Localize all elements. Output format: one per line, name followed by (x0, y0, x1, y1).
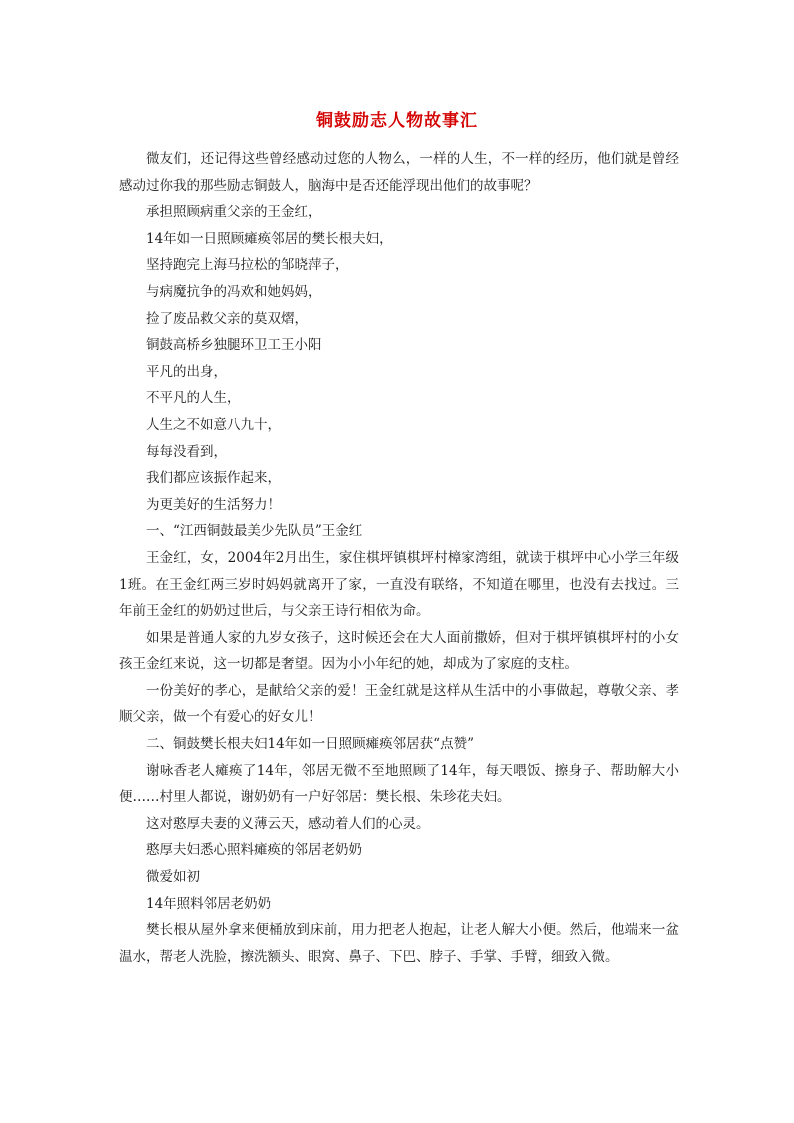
paragraph: 我们都应该振作起来， (146, 470, 281, 487)
paragraph: 谢咏香老人瘫痪了14年，邻居无微不至地照顾了14年，每天喂饭、擦身子、帮助解大小便……村里人都说，谢奶奶有一户好邻居：樊长根、朱珍花夫妇。 (119, 762, 679, 806)
paragraph: 承担照顾病重父亲的王金红， (146, 204, 322, 221)
paragraph: 平凡的出身， (146, 363, 227, 380)
paragraph: 人生之不如意八九十， (146, 416, 281, 433)
paragraph: 捡了废品救父亲的莫双熠， (146, 310, 308, 327)
paragraph: 王金红，女，2004年2月出生，家住棋坪镇棋坪村樟家湾组，就读于棋坪中心小学三年级1班。在王金红两三岁时妈妈就离开了家，一直没有联络，不知道在哪里，也没有去找过。三年前王金红的奶奶过世后，与父亲王诗行相依为命。 (119, 549, 679, 620)
paragraph: 铜鼓高桥乡独腿环卫工王小阳 (146, 337, 322, 354)
document-title: 铜鼓励志人物故事汇 (316, 111, 478, 131)
paragraph: 微爱如初 (146, 869, 200, 886)
paragraph: 14年照料邻居老奶奶 (146, 895, 272, 912)
paragraph: 樊长根从屋外拿来便桶放到床前，用力把老人抱起，让老人解大小便。然后，他端来一盆温水，帮老人洗脸，擦洗额头、眼窝、鼻子、下巴、脖子、手掌、手臂，细致入微。 (119, 922, 679, 965)
paragraph: 微友们，还记得这些曾经感动过您的人物么，一样的人生，不一样的经历，他们就是曾经感动过你我的那些励志铜鼓人，脑海中是否还能浮现出他们的故事呢？ (119, 151, 679, 194)
paragraph: 坚持跑完上海马拉松的邹晓萍子， (146, 257, 349, 274)
section-heading: 二、铜鼓樊长根夫妇14年如一日照顾瘫痪邻居获“点赞” (146, 736, 474, 753)
paragraph: 这对憨厚夫妻的义薄云天，感动着人们的心灵。 (146, 815, 430, 832)
paragraph: 为更美好的生活努力！ (146, 496, 281, 513)
section-heading: 一、“江西铜鼓最美少先队员”王金红 (146, 523, 363, 540)
document-body (119, 146, 679, 970)
paragraph: 每每没看到， (146, 443, 227, 460)
paragraph: 憨厚夫妇悉心照料瘫痪的邻居老奶奶 (146, 842, 362, 859)
paragraph: 与病魔抗争的冯欢和她妈妈， (146, 283, 322, 300)
paragraph: 14年如一日照顾瘫痪邻居的樊长根夫妇， (146, 230, 393, 247)
paragraph: 不平凡的人生， (146, 390, 241, 407)
paragraph: 一份美好的孝心，是献给父亲的爱！王金红就是这样从生活中的小事做起，尊敬父亲、孝顺父亲，做一个有爱心的好女儿！ (119, 682, 679, 726)
paragraph: 如果是普通人家的九岁女孩子，这时候还会在大人面前撒娇，但对于棋坪镇棋坪村的小女孩王金红来说，这一切都是奢望。因为小小年纪的她，却成为了家庭的支柱。 (119, 629, 679, 673)
